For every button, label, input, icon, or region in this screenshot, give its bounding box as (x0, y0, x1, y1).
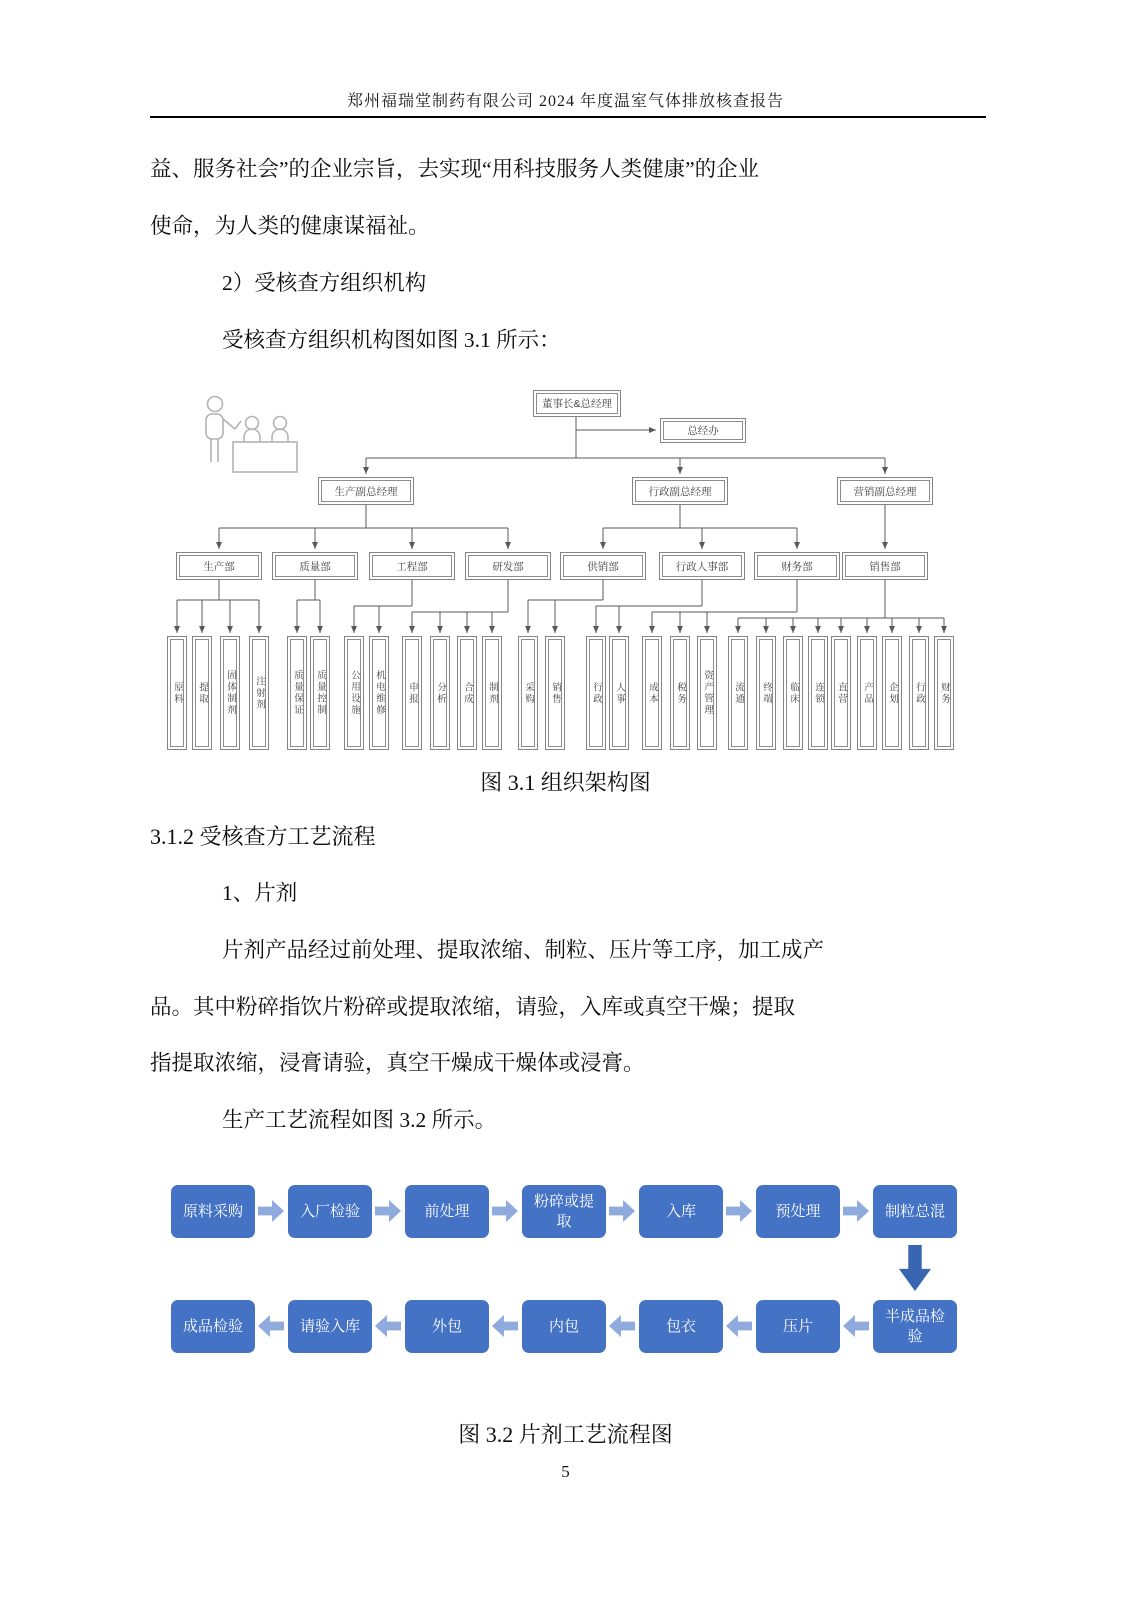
paragraph-line: 益、服务社会”的企业宗旨，去实现“用科技服务人类健康”的企业 (150, 157, 760, 181)
paragraph-line: 品。其中粉碎指饮片粉碎或提取浓缩，请验，入库或真空干燥；提取 (150, 995, 796, 1019)
page-number: 5 (561, 1462, 570, 1481)
org-node-unit: 分析 (430, 636, 450, 750)
org-node-unit: 申报 (402, 636, 422, 750)
flow-step: 内包 (522, 1300, 606, 1353)
org-node-unit: 连锁 (808, 636, 828, 750)
org-node-unit: 流通 (728, 636, 748, 750)
arrow-right-icon (726, 1200, 752, 1222)
org-node-unit: 临床 (783, 636, 803, 750)
page-header: 郑州福瑞堂制药有限公司 2024 年度温室气体排放核查报告 (346, 93, 784, 110)
arrow-right-icon (375, 1200, 401, 1222)
org-node-unit: 机电维修 (369, 636, 389, 750)
org-node-unit: 产品 (857, 636, 877, 750)
flow-step: 预处理 (756, 1185, 840, 1238)
figure-caption-3-2: 图 3.2 片剂工艺流程图 (458, 1422, 673, 1447)
paragraph-line: 指提取浓缩，浸膏请验，真空干燥成干燥体或浸膏。 (150, 1051, 645, 1075)
org-node-office: 总经办 (660, 418, 746, 443)
flow-step: 入厂检验 (288, 1185, 372, 1238)
org-node-department: 工程部 (369, 552, 455, 580)
org-node-department: 供销部 (560, 552, 646, 580)
arrow-right-icon (258, 1200, 284, 1222)
figure-intro: 受核查方组织机构图如图 3.1 所示： (222, 328, 561, 352)
arrow-right-icon (843, 1200, 869, 1222)
org-node-department: 财务部 (754, 552, 840, 580)
org-node-unit: 人事 (609, 636, 629, 750)
presenter-clipart-icon (206, 397, 297, 473)
arrow-left-icon (492, 1315, 518, 1337)
paragraph-line: 使命，为人类的健康谋福祉。 (150, 214, 430, 238)
org-node-unit: 合成 (457, 636, 477, 750)
arrow-down-icon (899, 1245, 931, 1291)
org-node-department: 研发部 (465, 552, 551, 580)
header-rule (150, 116, 986, 118)
org-node-unit: 公用设施 (344, 636, 364, 750)
arrow-right-icon (492, 1200, 518, 1222)
flow-step: 请验入库 (288, 1300, 372, 1353)
figure-caption-3-1: 图 3.1 组织架构图 (480, 770, 651, 795)
arrow-right-icon (609, 1200, 635, 1222)
org-node-unit: 注射剂 (249, 636, 269, 750)
flow-step: 压片 (756, 1300, 840, 1353)
org-node-department: 行政人事部 (659, 552, 745, 580)
org-node-unit: 财务 (934, 636, 954, 750)
org-node-unit: 成本 (642, 636, 662, 750)
flow-step: 前处理 (405, 1185, 489, 1238)
arrow-left-icon (843, 1315, 869, 1337)
arrow-left-icon (258, 1315, 284, 1337)
flow-step: 制粒总混 (873, 1185, 957, 1238)
org-node-unit: 制剂 (482, 636, 502, 750)
org-node-ceo: 董事长&总经理 (533, 390, 621, 417)
arrow-left-icon (375, 1315, 401, 1337)
list-item-heading: 2）受核查方组织机构 (222, 271, 427, 295)
org-node-vp: 生产副总经理 (318, 477, 414, 505)
org-node-unit: 税务 (670, 636, 690, 750)
flow-step: 成品检验 (171, 1300, 255, 1353)
org-node-unit: 行政 (909, 636, 929, 750)
org-node-vp: 营销副总经理 (837, 477, 933, 505)
paragraph-line: 片剂产品经过前处理、提取浓缩、制粒、压片等工序，加工成产 (222, 938, 825, 962)
flow-step: 入库 (639, 1185, 723, 1238)
flow-step: 原料采购 (171, 1185, 255, 1238)
flow-step: 半成品检验 (873, 1300, 957, 1353)
list-item-heading: 1、片剂 (222, 881, 298, 905)
flow-step: 包衣 (639, 1300, 723, 1353)
org-node-unit: 提取 (192, 636, 212, 750)
org-node-unit: 原料 (167, 636, 187, 750)
org-node-department: 销售部 (842, 552, 928, 580)
arrow-left-icon (609, 1315, 635, 1337)
org-node-unit: 企划 (882, 636, 902, 750)
org-node-unit: 行政 (586, 636, 606, 750)
org-node-unit: 固体制剂 (220, 636, 240, 750)
section-heading-312: 3.1.2 受核查方工艺流程 (150, 824, 376, 849)
org-node-unit: 采购 (518, 636, 538, 750)
figure-intro: 生产工艺流程如图 3.2 所示。 (222, 1108, 497, 1132)
arrow-left-icon (726, 1315, 752, 1337)
flow-step: 外包 (405, 1300, 489, 1353)
org-node-department: 质量部 (272, 552, 358, 580)
org-node-unit: 销售 (545, 636, 565, 750)
org-node-department: 生产部 (176, 552, 262, 580)
flow-step: 粉碎或提取 (522, 1185, 606, 1238)
org-node-vp: 行政副总经理 (632, 477, 728, 505)
org-node-unit: 终端 (756, 636, 776, 750)
org-node-unit: 资产管理 (697, 636, 717, 750)
org-node-unit: 质量控制 (310, 636, 330, 750)
org-node-unit: 直营 (831, 636, 851, 750)
org-chart-figure (160, 378, 970, 770)
org-node-unit: 质量保证 (287, 636, 307, 750)
